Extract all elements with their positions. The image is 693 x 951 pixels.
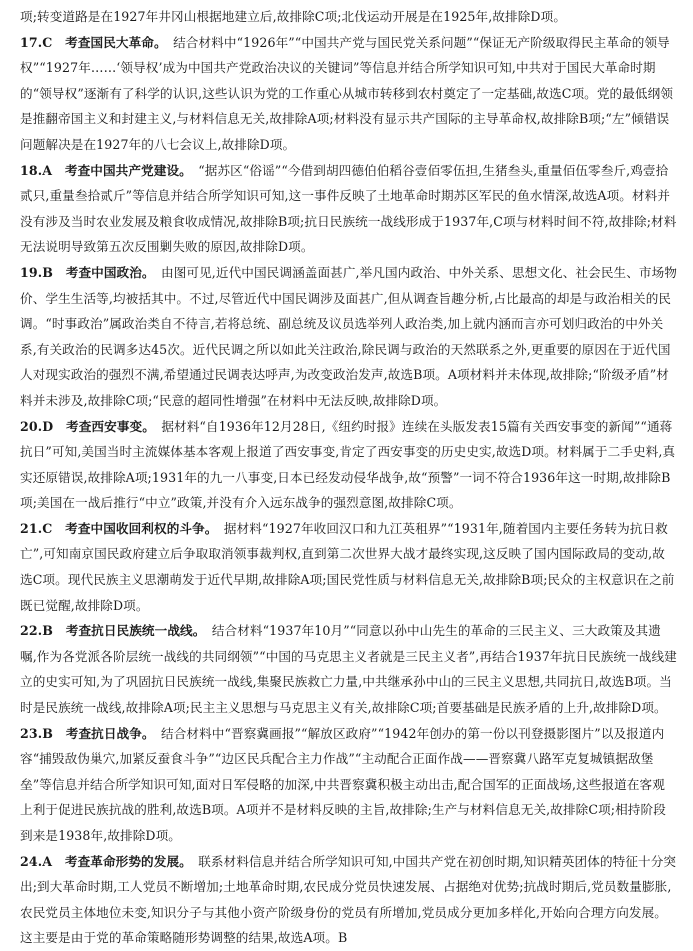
answer-item <box>20 158 677 260</box>
answer-letter: A <box>42 162 53 178</box>
answer-letter: C <box>42 34 53 50</box>
topic-label: 考查抗日民族统一战线。 <box>65 623 206 639</box>
explanation-text: 据材料“1927年收回汉口和九江英租界”“1931年,随着国内主要任务转为抗日救亡”,可知南京国民政府建立后争取取消领事裁判权,直到第二次世界大战才最终实现,这反映了国内国际政局的变动,故选C项。现代民族主义思潮萌发于近代早期,故排除A项;国民党性质与材料信息无关,故排除B项;民众的主权意识在之前既已觉醒,故排除D项。 <box>20 520 675 613</box>
answer-item <box>20 260 677 414</box>
question-number: 21. <box>20 520 43 536</box>
question-number: 24. <box>20 853 43 869</box>
explanation-text: 结合材料“1937年10月”“同意以孙中山先生的革命的三民主义、三大政策及其遗嘱,作为各党派各阶层统一战线的共同纲领”“中国的马克思主义者就是三民主义者”,再结合1937年抗日民族统一战线建立的史实可知,为了巩固抗日民族统一战线,集聚民族救亡力量,中共继承孙中山的三民主义思想,共同抗日,故选B项。当时是民族统一战线,故排除A项;民主主义思想与马克思主义有关,故排除C项;首要基础是民族矛盾的上升,故排除D项。 <box>20 623 677 716</box>
question-number: 17. <box>20 34 43 50</box>
answer-letter: B <box>42 264 53 280</box>
explanation-text: 联系材料信息并结合所学知识可知,中国共产党在初创时期,知识精英团体的特征十分突出;到大革命时期,工人党员不断增加;土地革命时期,农民成分党员快速发展、占据绝对优势;抗战时期后,党员数量膨胀,农民党员主体地位未变,知识分子与其他小资产阶级身份的党员有所增加,党员成分更加多样化,开始向合理方向发展。这主要是由于党的革命策略随形势调整的结果,故选A项。B <box>20 853 677 946</box>
topic-label: 考查革命形势的发展。 <box>64 853 192 869</box>
explanation-text: 由图可见,近代中国民调涵盖面甚广,举凡国内政治、中外关系、思想文化、社会民生、市场物价、学生生活等,均被括其中。不过,尽管近代中国民调涉及面甚广,但从调查旨趣分析,占比最高的却是与政治相关的民调。“时事政治”属政治类自不待言,若将总统、副总统及议员选举列人政治类,加上就内涵而言亦可划归政治的中外关系,有关政治的民调多达45次。近代民调之所以如此关注政治,除民调与政治的天然联系之外,更重要的原因在于近代国人对现实政治的强烈不满,希望通过民调表达呼声,为改变政治发声,故选B项。A项材料并未体现,故排除;“阶级矛盾”材料并未涉及,故排除C项;“民意的超同性增强”在材料中无法反映,故排除D项。 <box>20 264 677 408</box>
answer-item <box>20 30 677 158</box>
answer-item <box>20 618 677 720</box>
topic-label: 考查国民大革命。 <box>65 34 167 50</box>
answer-letter: A <box>42 853 53 869</box>
answer-letter: D <box>42 418 54 434</box>
question-number: 18. <box>20 162 43 178</box>
question-number: 19. <box>20 264 43 280</box>
question-number: 20. <box>20 418 43 434</box>
question-number: 23. <box>20 725 43 741</box>
answer-letter: B <box>42 623 53 639</box>
answer-item <box>20 849 677 951</box>
answer-item <box>20 414 677 516</box>
answer-letter: B <box>42 725 53 741</box>
answer-list <box>20 30 677 951</box>
explanation-text: 结合材料中“晋察冀画报”“解放区政府”“1942年创办的第一份以刊登摄影图片”以及报道内容“捕毁敌伪巢穴,加紧反蚕食斗争”“边区民兵配合主力作战”“主动配合正面作战——晋察冀八路军克复城镇据敌堡垒”等信息并结合所学知识可知,面对日军侵略的加深,中共晋察冀积极主动出击,配合国军的正面战场,这些报道在客观上利于促进民族抗战的胜利,故选B项。A项并不是材料反映的主旨,故排除;生产与材料信息无关,故排除C项;相持阶段到来是1938年,故排除D项。 <box>20 725 666 843</box>
explanation-text: 结合材料中“1926年”“中国共产党与国民党关系问题”“保证无产阶级取得民主革命的领导权”“1927年……‘领导权’成为中国共产党政治决议的关键词”等信息并结合所学知识可知,中共对于国民大革命时期的“领导权”逐渐有了科学的认识,这些认识为党的工作重心从城市转移到农村奠定了一定基础,故选C项。党的最低纲领是推翻帝国主义和封建主义,与材料信息无关,故排除A项;材料没有显示共产国际的主导革命权,故排除B项;“左”倾错误问题解决是在1927年的八七会议上,故排除D项。 <box>20 34 674 152</box>
topic-label: 考查中国收回利权的斗争。 <box>65 520 218 536</box>
topic-label: 考查中国共产党建设。 <box>64 162 192 178</box>
answer-item <box>20 721 677 849</box>
topic-label: 考查中国政治。 <box>65 264 155 280</box>
answer-letter: C <box>42 520 53 536</box>
continuation-paragraph: 项;转变道路是在1927年井冈山根据地建立后,故排除C项;北伐运动开展是在1925年,故排除D项。 <box>20 9 567 24</box>
topic-label: 考查西安事变。 <box>66 418 155 434</box>
answer-item <box>20 516 677 618</box>
topic-label: 考查抗日战争。 <box>65 725 155 741</box>
explanation-text: “据苏区“俗谣”“今借到胡四德伯伯稻谷壹佰零伍担,生猪叁头,重量佰伍零叁斤,鸡壹拾贰只,重量叁拾贰斤”等信息并结合所学知识可知,这一事件反映了土地革命时期苏区军民的鱼水情深,故选A项。材料并没有涉及当时农业发展及粮食收成情况,故排除B项;抗日民族统一战线形成于1937年,C项与材料时间不符,故排除;材料无法说明导致第五次反围剿失败的原因,故排除D项。 <box>20 162 677 255</box>
question-number: 22. <box>20 623 43 639</box>
explanation-text: 据材料“自1936年12月28日,《纽约时报》连续在头版发表15篇有关西安事变的新闻”“通蒋抗日”可知,美国当时主流媒体基本客观上报道了西安事变,肯定了西安事变的历史史实,故选D项。材料属于二手史料,真实还原错误,故排除A项;1931年的九一八事变,日本已经发动侵华战争,故“预警”一词不符合1936年这一时期,故排除B项;美国在一战后推行“中立”政策,并没有介入远东战争的强烈意图,故排除C项。 <box>20 418 676 511</box>
